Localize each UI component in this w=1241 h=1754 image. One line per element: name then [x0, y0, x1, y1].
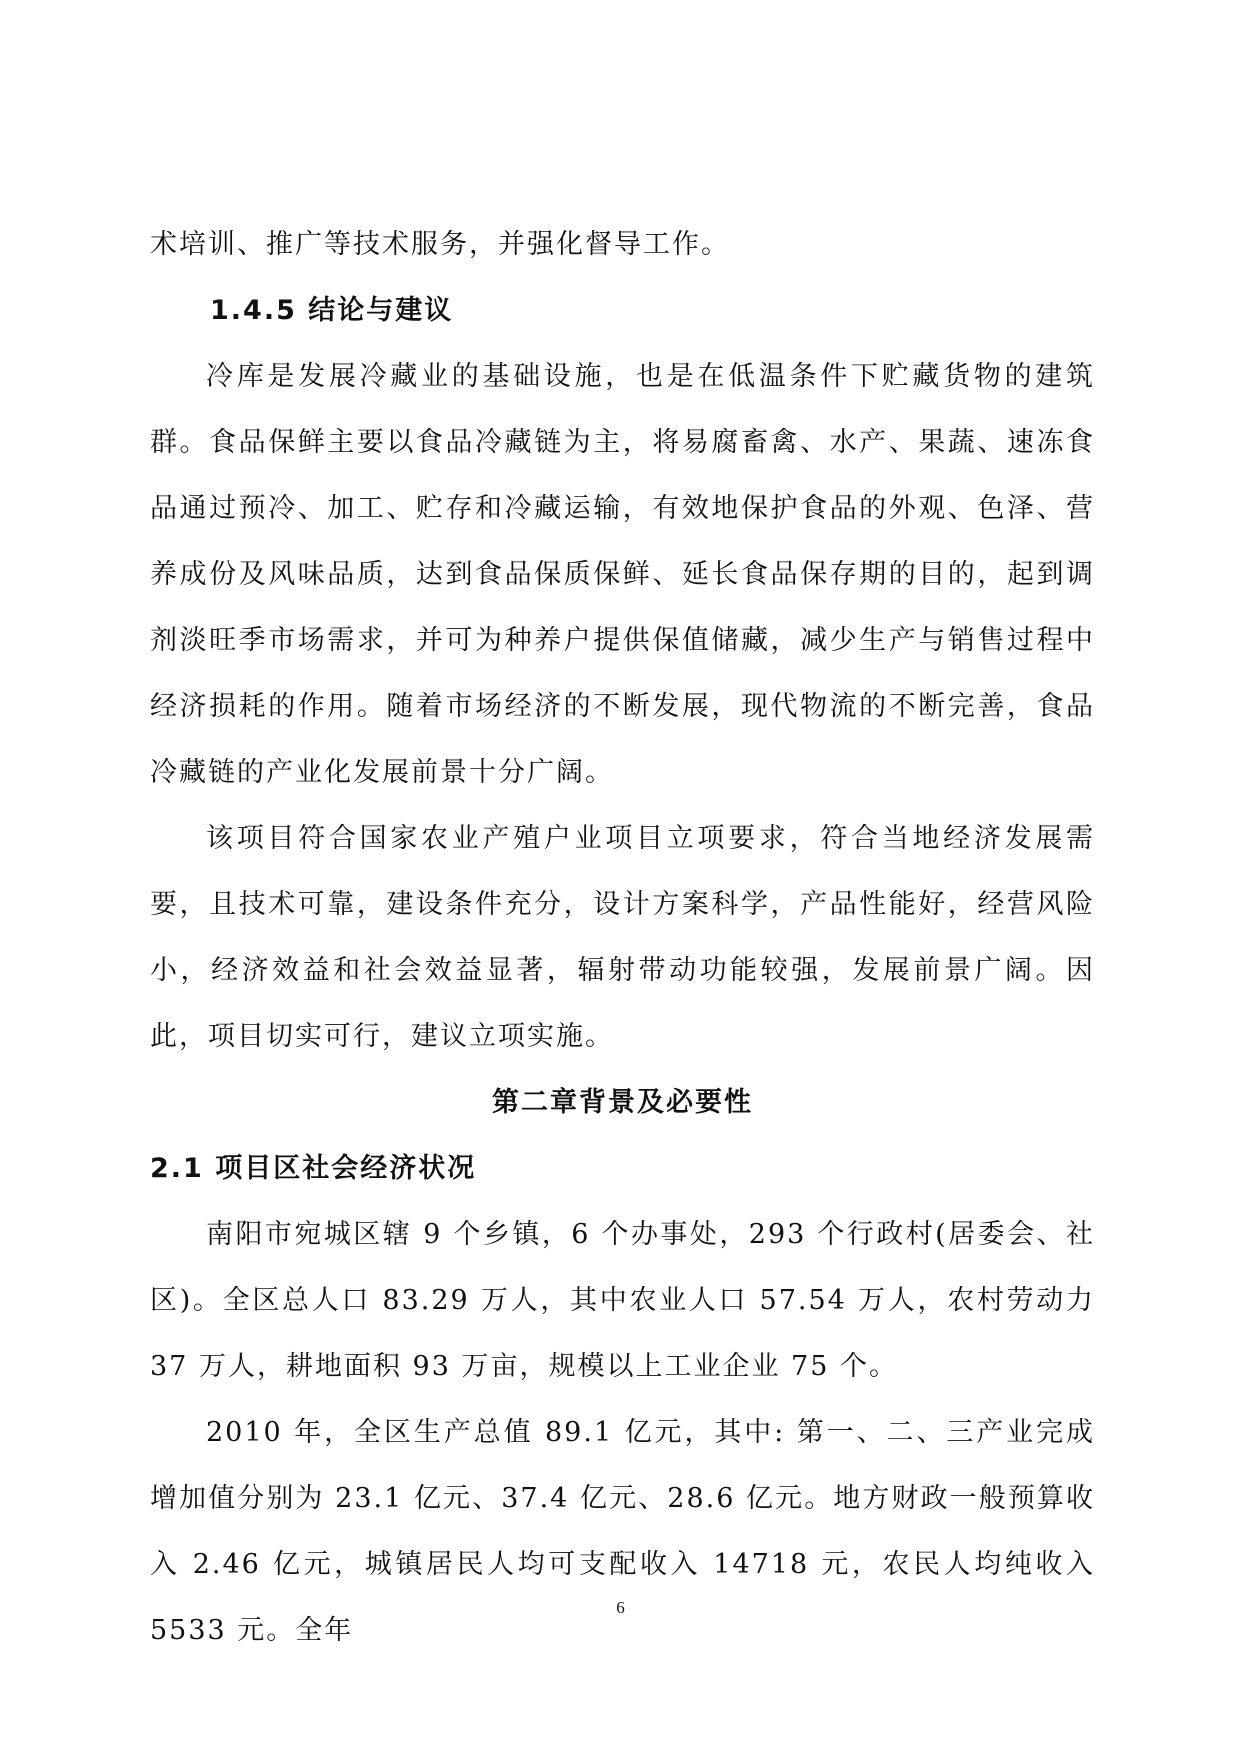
chapter-heading-2: 第二章背景及必要性 [492, 1087, 753, 1118]
paragraph-continuation: 术培训、推广等技术服务，并强化督导工作。 [150, 229, 730, 260]
page-content [150, 212, 1095, 1664]
paragraph-economy-2010: 2010 年，全区生产总值 89.1 亿元，其中: 第一、二、三产业完成增加值分别为 23.1 亿元、37.4 亿元、28.6 亿元。地方财政一般预算收入 2.46 亿元，城镇居民人均可支配收入 14718 元，农民人均纯收入 5533 元。全年 [150, 1417, 1095, 1646]
section-heading-2-1: 2.1 项目区社会经济状况 [150, 1153, 477, 1184]
paragraph-cold-storage: 冷库是发展冷藏业的基础设施，也是在低温条件下贮藏货物的建筑群。食品保鲜主要以食品冷藏链为主，将易腐畜禽、水产、果蔬、速冻食品通过预冷、加工、贮存和冷藏运输，有效地保护食品的外观、色泽、营养成份及风味品质，达到食品保质保鲜、延长食品保存期的目的，起到调剂淡旺季市场需求，并可为种养户提供保值储藏，减少生产与销售过程中经济损耗的作用。随着市场经济的不断发展，现代物流的不断完善，食品冷藏链的产业化发展前景十分广阔。 [150, 361, 1095, 788]
page-number: 6 [616, 1598, 625, 1617]
section-heading-1-4-5: 1.4.5 结论与建议 [210, 295, 454, 326]
paragraph-project-conclusion: 该项目符合国家农业产殖户业项目立项要求，符合当地经济发展需要，且技术可靠，建设条件充分，设计方案科学，产品性能好，经营风险小，经济效益和社会效益显著，辐射带动功能较强，发展前景广阔。因此，项目切实可行，建议立项实施。 [150, 823, 1095, 1052]
paragraph-district-overview: 南阳市宛城区辖 9 个乡镇，6 个办事处，293 个行政村(居委会、社区)。全区总人口 83.29 万人，其中农业人口 57.54 万人，农村劳动力 37 万人，耕地面积 93 万亩，规模以上工业企业 75 个。 [150, 1219, 1095, 1382]
